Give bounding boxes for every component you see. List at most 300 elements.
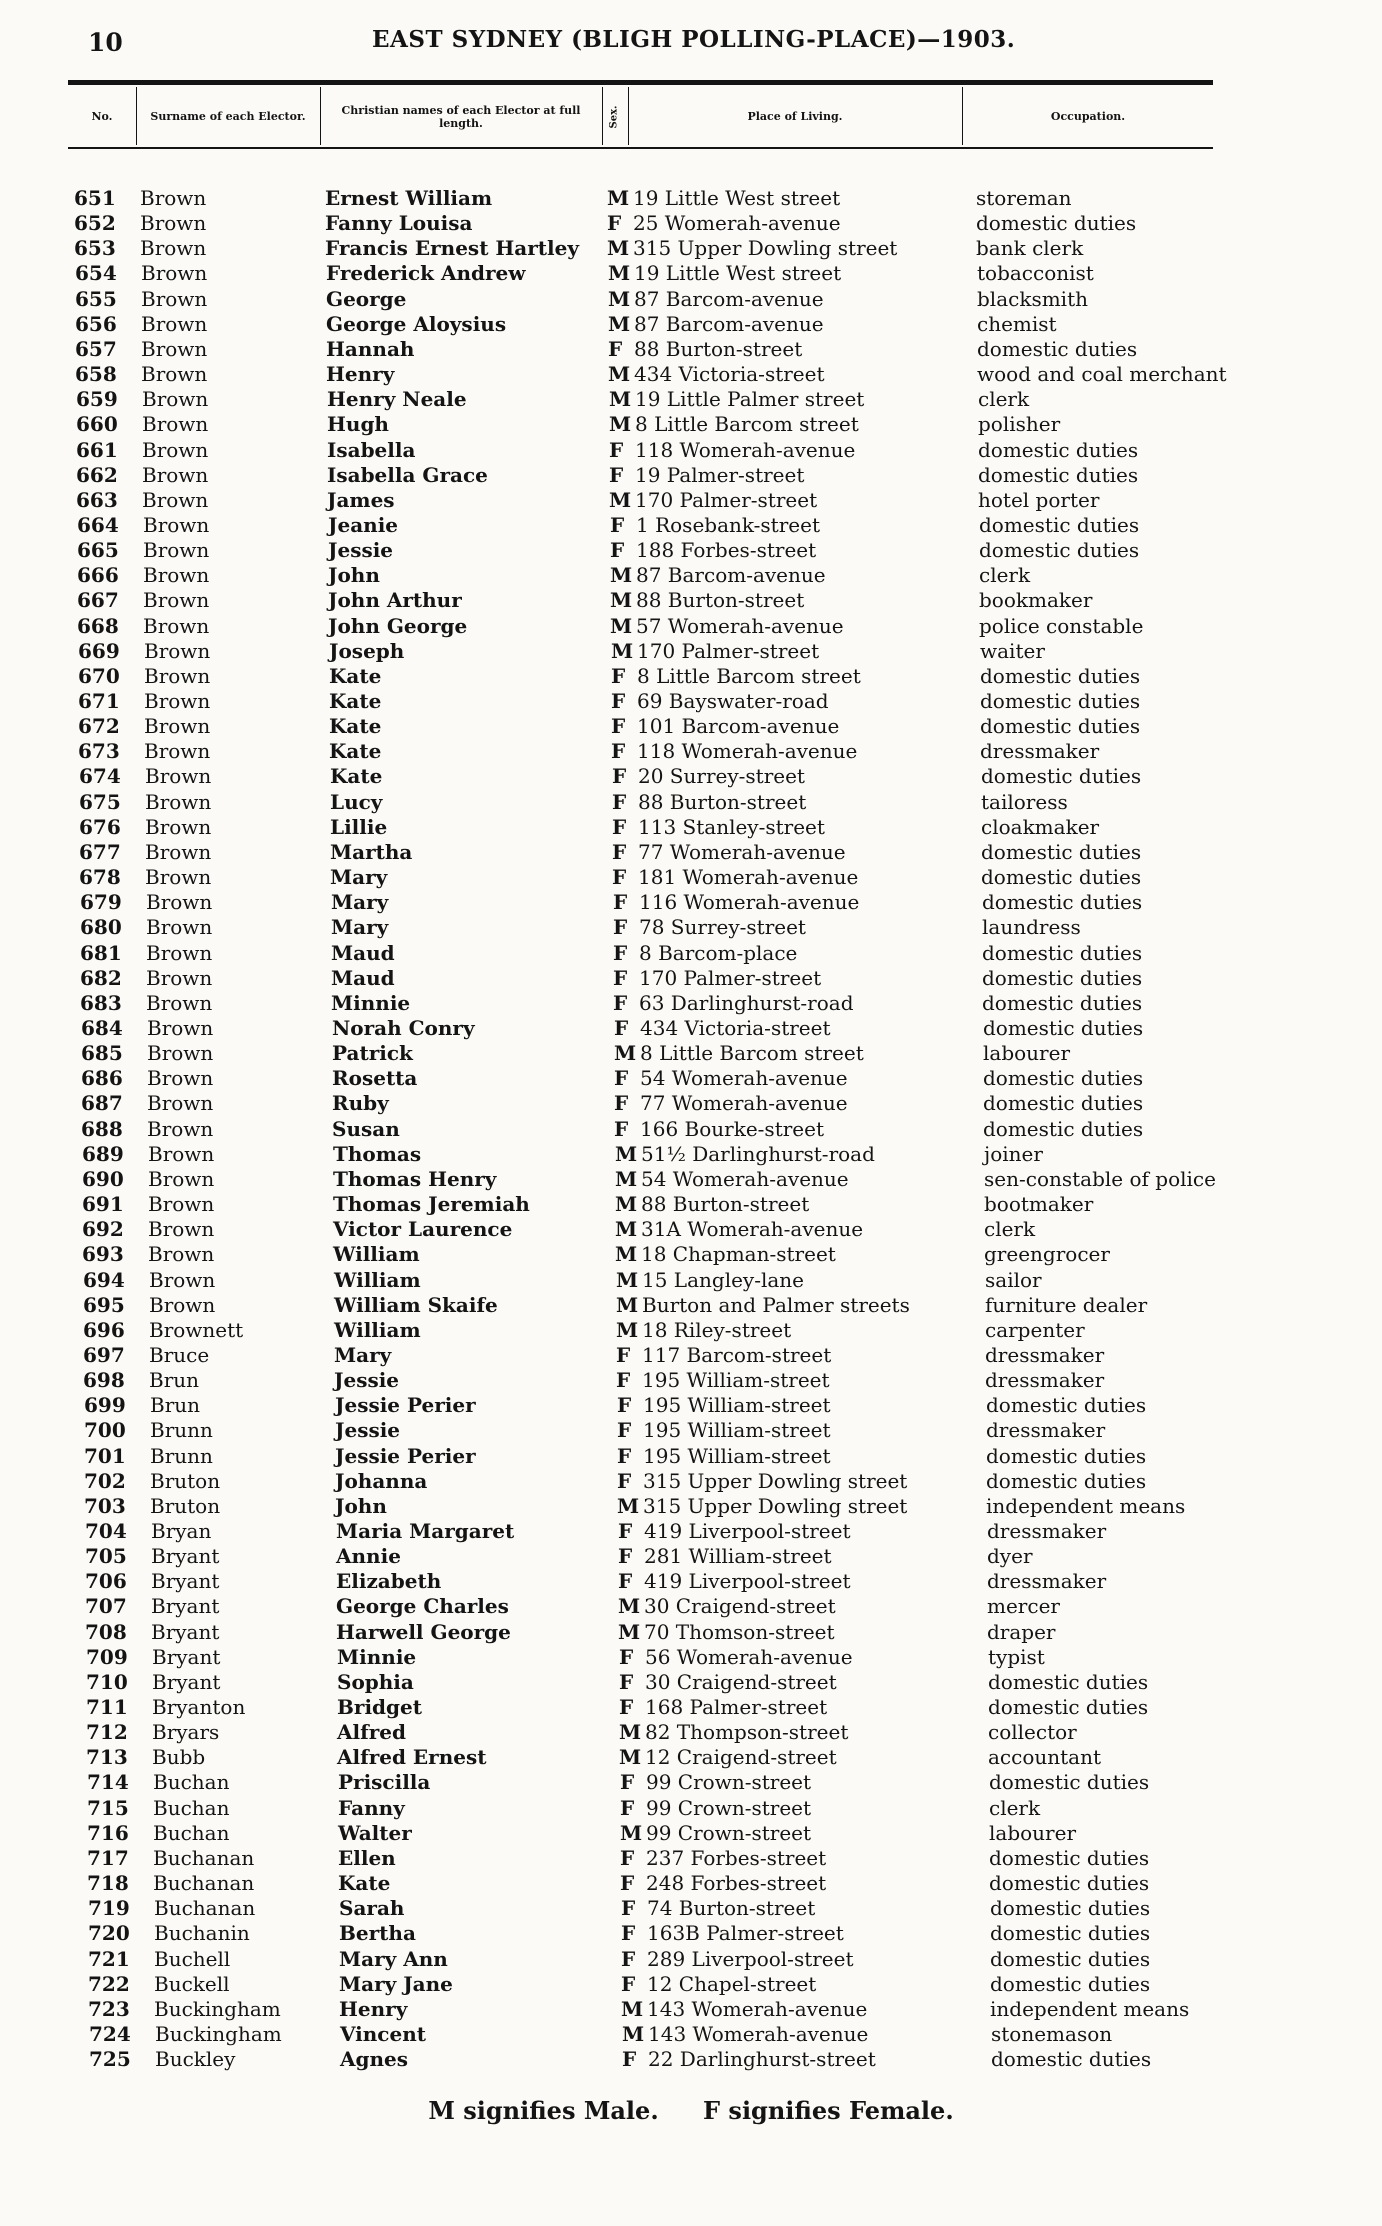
cell-no: 720 [88,1921,130,1946]
cell-surname: Brown [140,211,207,236]
cell-christian: Kate [329,663,382,688]
cell-sex: M [610,613,633,638]
page-title: EAST SYDNEY (BLIGH POLLING-PLACE)—1903. [372,26,1016,53]
cell-no: 710 [86,1669,128,1694]
cell-surname: Buckell [154,1971,230,1996]
cell-place: 143 Womerah-avenue [647,1996,868,2021]
table-row [0,1821,1382,1846]
cell-place: 143 Womerah-avenue [648,2021,869,2046]
table-row [0,337,1382,362]
table-row [0,1066,1382,1091]
cell-christian: Thomas [333,1141,422,1166]
cell-sex: M [607,236,630,261]
cell-christian: Jessie [334,1368,400,1392]
cell-surname: Bryant [151,1619,220,1644]
cell-sex: F [614,1066,629,1091]
table-row [0,1770,1382,1795]
cell-place: 30 Craigend-street [644,1594,836,1619]
cell-occupation: domestic duties [978,462,1139,487]
cell-sex: F [614,1116,629,1141]
cell-sex: M [616,1317,639,1342]
cell-christian: Kate [329,689,382,713]
cell-no: 716 [87,1820,129,1845]
cell-place: 25 Womerah-avenue [633,211,841,236]
cell-surname: Bryant [152,1644,221,1669]
cell-surname: Brown [147,1015,214,1040]
cell-no: 725 [89,2047,131,2072]
cell-surname: Brown [145,839,212,864]
table-row [0,1318,1382,1343]
cell-place: 434 Victoria-street [634,362,825,386]
cell-sex: F [607,211,622,236]
cell-place: 315 Upper Dowling street [643,1468,908,1493]
table-row [0,463,1382,488]
cell-occupation: domestic duties [979,513,1140,537]
cell-occupation: domestic duties [990,1921,1151,1946]
table-row [0,186,1382,211]
cell-place: Burton and Palmer streets [642,1292,910,1317]
cell-occupation: domestic duties [981,839,1142,864]
cell-christian: Annie [336,1544,401,1569]
cell-occupation: laundress [982,915,1081,940]
cell-place: 69 Bayswater-road [637,689,829,713]
cell-christian: Minnie [331,990,411,1015]
cell-no: 676 [79,814,121,839]
cell-occupation: clerk [979,563,1031,588]
cell-place: 31A Womerah-avenue [641,1217,864,1242]
cell-place: 30 Craigend-street [645,1669,837,1694]
cell-occupation: domestic duties [983,1116,1144,1141]
cell-place: 87 Barcom-avenue [636,563,826,588]
cell-occupation: chemist [977,311,1057,336]
cell-christian: Victor Laurence [333,1217,513,1242]
table-row [0,639,1382,664]
cell-surname: Brown [145,789,212,814]
cell-no: 673 [78,739,120,764]
table-row [0,1519,1382,1544]
cell-sex: F [621,1921,636,1946]
cell-no: 681 [80,940,122,965]
table-row [0,1268,1382,1293]
cell-place: 15 Langley-lane [642,1267,805,1292]
cell-christian: George Aloysius [326,311,507,336]
cell-surname: Brown [143,538,210,563]
cell-occupation: domestic duties [981,764,1142,789]
legend-male: M signifies Male. [428,2096,659,2125]
table-row [0,1569,1382,1594]
table-row [0,764,1382,789]
cell-occupation: bookmaker [979,588,1093,613]
cell-sex: M [617,1493,640,1518]
cell-occupation: tobacconist [977,261,1094,286]
table-row [0,1871,1382,1896]
cell-place: 315 Upper Dowling street [643,1493,908,1518]
cell-place: 22 Darlinghurst-street [648,2047,876,2072]
cell-surname: Brown [146,890,213,915]
table-row [0,1745,1382,1770]
cell-occupation: domestic duties [989,1770,1150,1795]
table-row [0,1469,1382,1494]
cell-surname: Brunn [150,1443,213,1468]
legend [0,2096,1382,2125]
cell-occupation: wood and coal merchant [977,362,1227,386]
cell-no: 706 [85,1569,127,1594]
cell-place: 70 Thomson-street [644,1619,835,1644]
cell-christian: Isabella [327,437,416,462]
cell-occupation: carpenter [985,1317,1085,1342]
table-row [0,915,1382,940]
table-row [0,287,1382,312]
cell-no: 700 [84,1418,126,1443]
table-row [0,1896,1382,1921]
cell-place: 87 Barcom-avenue [634,311,824,336]
cell-no: 717 [87,1845,129,1870]
cell-surname: Buchan [153,1770,230,1795]
table-row [0,614,1382,639]
cell-occupation: domestic duties [990,1971,1151,1996]
cell-sex: M [615,1242,638,1267]
cell-christian: Henry Neale [327,387,467,412]
cell-place: 1 Rosebank-street [636,513,820,537]
cell-surname: Buchanan [153,1845,255,1870]
cell-surname: Bruton [150,1468,221,1493]
cell-no: 659 [76,387,118,412]
cell-sex: F [612,764,627,789]
cell-sex: M [615,1217,638,1242]
cell-sex: F [612,839,627,864]
table-row [0,1393,1382,1418]
cell-occupation: domestic duties [982,990,1143,1015]
cell-sex: M [610,563,633,588]
cell-no: 670 [78,663,120,688]
cell-sex: F [612,789,627,814]
cell-occupation: labourer [983,1041,1071,1066]
cell-place: 237 Forbes-street [646,1845,827,1870]
cell-surname: Buchanan [153,1871,255,1895]
cell-surname: Brown [146,940,213,965]
cell-christian: Alfred Ernest [337,1745,487,1770]
cell-no: 662 [76,462,118,487]
cell-place: 195 William-street [643,1393,831,1418]
table-row [0,2047,1382,2072]
cell-no: 722 [88,1971,130,1996]
table-row [0,1544,1382,1569]
cell-sex: F [618,1518,633,1543]
cell-occupation: cloakmaker [981,814,1100,839]
table-row [0,1016,1382,1041]
cell-occupation: polisher [978,412,1061,437]
cell-sex: F [620,1845,635,1870]
cell-no: 686 [81,1066,123,1091]
cell-surname: Buckley [155,2047,236,2072]
cell-surname: Bryant [151,1569,220,1594]
cell-no: 679 [80,890,122,915]
cell-sex: F [620,1770,635,1795]
cell-sex: F [614,1091,629,1116]
table-row [0,1921,1382,1946]
cell-occupation: dressmaker [985,1368,1105,1392]
cell-sex: F [609,437,624,462]
cell-occupation: accountant [988,1745,1102,1770]
cell-sex: F [612,865,627,889]
cell-no: 687 [81,1091,123,1116]
cell-occupation: domestic duties [983,1066,1144,1091]
cell-sex: F [610,538,625,563]
table-row [0,815,1382,840]
cell-surname: Brown [141,261,208,286]
cell-surname: Bryars [152,1720,220,1745]
cell-place: 195 William-street [643,1443,831,1468]
cell-sex: M [619,1720,642,1745]
cell-sex: M [611,638,634,663]
cell-occupation: domestic duties [982,965,1143,990]
cell-no: 721 [88,1946,130,1971]
table-row [0,689,1382,714]
cell-christian: Kate [329,714,382,739]
cell-occupation: domestic duties [991,2047,1152,2072]
page-number: 10 [88,28,123,57]
table-row [0,1217,1382,1242]
cell-surname: Buchell [154,1946,231,1971]
cell-christian: Ernest William [325,186,493,210]
cell-occupation: domestic duties [988,1669,1149,1694]
cell-occupation: domestic duties [980,689,1141,713]
cell-occupation: clerk [984,1217,1036,1242]
cell-place: 315 Upper Dowling street [633,236,898,261]
table-row [0,1947,1382,1972]
cell-place: 113 Stanley-street [638,814,825,839]
cell-christian: Thomas Jeremiah [333,1192,530,1216]
cell-sex: F [613,990,628,1015]
table-row [0,664,1382,689]
cell-place: 281 William-street [644,1544,832,1569]
cell-place: 166 Bourke-street [640,1116,824,1141]
cell-christian: Fanny Louisa [325,211,473,236]
cell-place: 63 Darlinghurst-road [639,990,854,1015]
cell-no: 654 [75,261,117,286]
table-row [0,890,1382,915]
cell-no: 663 [76,487,118,512]
cell-sex: M [609,387,632,412]
cell-surname: Brown [146,965,213,990]
cell-christian: Kate [330,764,383,789]
cell-surname: Brown [140,236,207,261]
cell-sex: F [611,663,626,688]
cell-place: 188 Forbes-street [636,538,817,563]
cell-place: 88 Burton-street [634,336,803,361]
cell-place: 8 Barcom-place [639,940,798,965]
cell-occupation: collector [988,1720,1077,1745]
cell-surname: Bryant [152,1669,221,1694]
cell-sex: F [613,965,628,990]
cell-no: 724 [89,2021,131,2046]
cell-christian: Walter [338,1820,412,1845]
table-row [0,1846,1382,1871]
cell-sex: F [614,1015,629,1040]
cell-christian: Agnes [340,2047,409,2072]
cell-no: 719 [88,1896,130,1921]
cell-no: 652 [74,211,116,236]
cell-surname: Brown [147,1091,214,1116]
cell-place: 170 Palmer-street [639,965,822,990]
cell-place: 77 Womerah-avenue [638,839,846,864]
table-row [0,941,1382,966]
cell-christian: Harwell George [336,1619,511,1644]
table-row [0,1494,1382,1519]
cell-surname: Brown [147,1116,214,1141]
cell-no: 674 [79,764,121,789]
cell-place: 248 Forbes-street [646,1871,827,1895]
cell-christian: Mary [330,865,388,889]
cell-occupation: domestic duties [982,940,1143,965]
cell-place: 51½ Darlinghurst-road [641,1141,875,1166]
cell-surname: Brown [147,1041,214,1066]
cell-place: 99 Crown-street [646,1795,812,1820]
cell-surname: Brun [149,1368,200,1392]
cell-no: 688 [81,1116,123,1141]
cell-christian: Alfred [337,1720,406,1745]
cell-no: 693 [82,1242,124,1267]
cell-place: 20 Surrey-street [638,764,805,789]
cell-christian: Maud [331,965,395,990]
cell-surname: Brown [141,336,208,361]
table-row [0,1418,1382,1443]
cell-no: 675 [79,789,121,814]
table-row [0,1091,1382,1116]
cell-no: 667 [77,588,119,613]
cell-occupation: stonemason [991,2021,1113,2046]
cell-surname: Brown [142,412,209,437]
cell-christian: Frederick Andrew [326,261,526,286]
cell-sex: F [613,915,628,940]
cell-christian: Bridget [337,1695,422,1719]
cell-occupation: independent means [990,1996,1190,2021]
cell-place: 12 Craigend-street [645,1745,837,1770]
cell-place: 434 Victoria-street [640,1015,831,1040]
column-header-occupation: Occupation. [1050,110,1126,124]
cell-surname: Brown [143,563,210,588]
cell-sex: F [619,1695,634,1719]
cell-surname: Bruce [149,1342,210,1367]
cell-sex: F [611,714,626,739]
cell-no: 705 [85,1544,127,1569]
table-row [0,1343,1382,1368]
cell-surname: Brown [147,1066,214,1091]
cell-christian: William Skaife [334,1292,498,1317]
cell-place: 18 Chapman-street [641,1242,836,1267]
column-header-sex-label: Sex. [609,105,620,129]
cell-surname: Buchanin [154,1921,250,1946]
cell-sex: M [608,261,631,286]
cell-no: 695 [83,1292,125,1317]
cell-christian: Mary [334,1342,392,1367]
cell-christian: John [335,1493,387,1518]
cell-christian: John [328,563,380,588]
cell-place: 19 Little West street [633,186,841,210]
cell-occupation: hotel porter [978,487,1100,512]
cell-occupation: domestic duties [977,336,1138,361]
cell-sex: M [616,1267,639,1292]
cell-occupation: domestic duties [986,1468,1147,1493]
table-row [0,865,1382,890]
cell-no: 682 [80,965,122,990]
cell-no: 702 [84,1468,126,1493]
table-row [0,412,1382,437]
cell-no: 689 [82,1141,124,1166]
cell-christian: Kate [338,1871,391,1895]
table-row [0,1167,1382,1192]
cell-surname: Brun [150,1393,201,1418]
cell-place: 117 Barcom-street [642,1342,832,1367]
cell-occupation: domestic duties [990,1896,1151,1921]
cell-no: 696 [83,1317,125,1342]
cell-sex: M [616,1292,639,1317]
cell-occupation: sailor [985,1267,1042,1292]
cell-occupation: blacksmith [977,286,1088,311]
cell-no: 711 [86,1695,128,1719]
cell-place: 419 Liverpool-street [644,1569,851,1594]
cell-occupation: domestic duties [979,538,1140,563]
cell-occupation: domestic duties [978,437,1139,462]
cell-christian: Maria Margaret [336,1518,515,1543]
cell-sex: F [619,1644,634,1669]
cell-surname: Brown [143,513,210,537]
cell-place: 19 Little West street [634,261,842,286]
table-row [0,211,1382,236]
cell-place: 19 Little Palmer street [635,387,865,412]
cell-no: 680 [80,915,122,940]
cell-occupation: joiner [984,1141,1043,1166]
cell-surname: Brownett [149,1317,244,1342]
cell-christian: Thomas Henry [333,1166,497,1191]
cell-sex: F [609,462,624,487]
cell-surname: Brown [148,1166,215,1191]
table-row [0,1142,1382,1167]
cell-occupation: domestic duties [981,865,1142,889]
cell-surname: Brown [143,613,210,638]
cell-no: 664 [77,513,119,537]
cell-place: 8 Little Barcom street [637,663,861,688]
cell-surname: Brown [148,1192,215,1216]
cell-sex: M [622,2021,645,2046]
cell-christian: Maud [331,940,395,965]
table-row [0,438,1382,463]
cell-sex: F [611,739,626,764]
table-row [0,1293,1382,1318]
cell-place: 88 Burton-street [638,789,807,814]
cell-surname: Brown [145,814,212,839]
cell-christian: Minnie [337,1644,417,1669]
cell-occupation: waiter [980,638,1045,663]
cell-surname: Brown [140,186,207,210]
cell-no: 690 [82,1166,124,1191]
cell-christian: George [326,286,407,311]
cell-occupation: independent means [986,1493,1186,1518]
cell-no: 655 [75,286,117,311]
cell-occupation: tailoress [981,789,1068,814]
cell-occupation: dressmaker [987,1518,1107,1543]
cell-surname: Brown [148,1217,215,1242]
cell-sex: M [608,311,631,336]
cell-sex: M [618,1619,641,1644]
cell-occupation: dressmaker [987,1569,1107,1594]
cell-no: 661 [76,437,118,462]
cell-sex: F [618,1569,633,1594]
cell-occupation: domestic duties [982,890,1143,915]
table-row [0,312,1382,337]
cell-surname: Bubb [152,1745,206,1770]
cell-sex: M [615,1192,638,1216]
